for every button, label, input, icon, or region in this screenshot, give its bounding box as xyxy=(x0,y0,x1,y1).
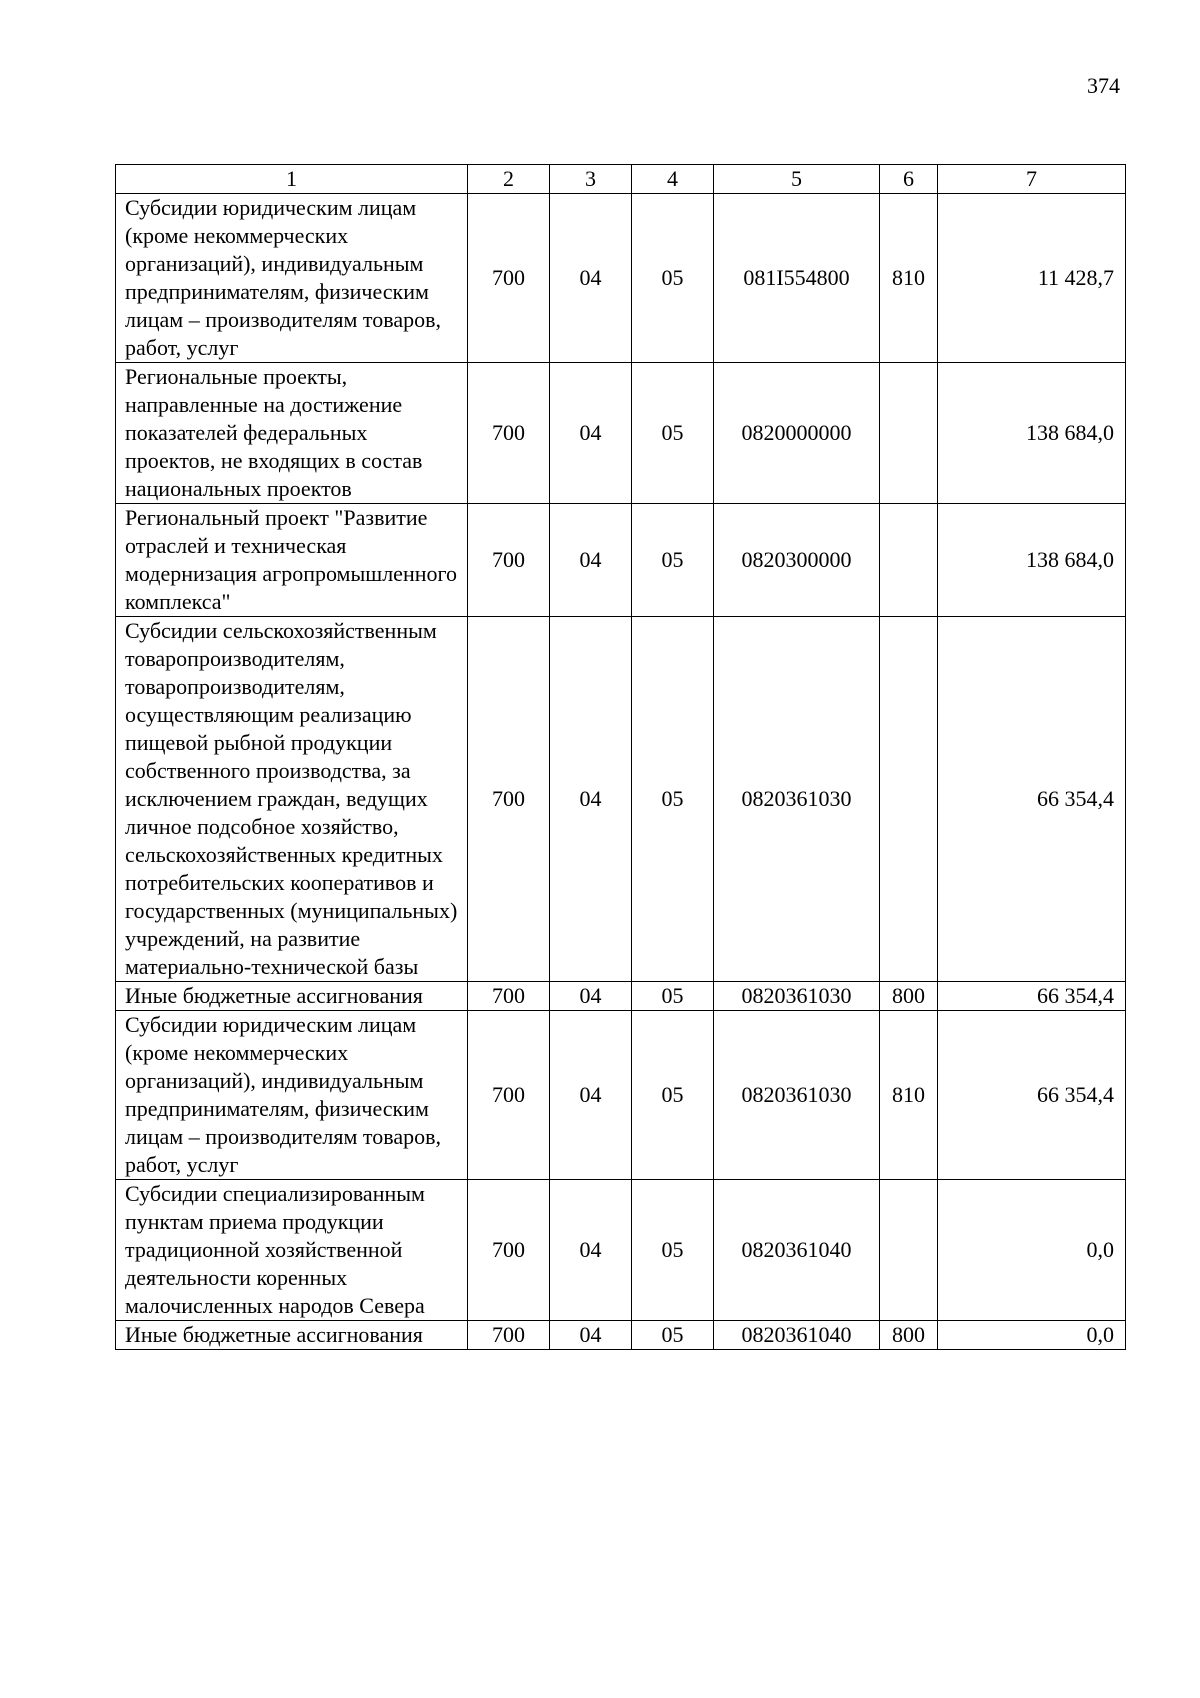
row-code-6: 800 xyxy=(880,1321,938,1350)
page-number: 374 xyxy=(1087,73,1120,98)
row-amount: 0,0 xyxy=(938,1321,1126,1350)
table-row xyxy=(116,504,1126,617)
column-header: 4 xyxy=(632,165,714,194)
row-code-3: 04 xyxy=(550,617,632,982)
row-code-6 xyxy=(880,363,938,504)
row-code-2: 700 xyxy=(468,1011,550,1180)
header-row xyxy=(116,165,1126,194)
row-code-4: 05 xyxy=(632,982,714,1011)
row-code-2: 700 xyxy=(468,1180,550,1321)
row-code-4: 05 xyxy=(632,1011,714,1180)
column-header: 7 xyxy=(938,165,1126,194)
column-header: 3 xyxy=(550,165,632,194)
budget-table xyxy=(115,164,1126,1350)
table-row xyxy=(116,617,1126,982)
row-amount: 138 684,0 xyxy=(938,363,1126,504)
row-name: Субсидии юридическим лицам (кроме некоммерческих организаций), индивидуальным предпринимателям, физическим лицам – производителям товаров, работ, услуг xyxy=(116,1011,468,1180)
row-code-5: 0820000000 xyxy=(714,363,880,504)
column-header: 6 xyxy=(880,165,938,194)
row-amount: 138 684,0 xyxy=(938,504,1126,617)
row-amount: 66 354,4 xyxy=(938,982,1126,1011)
row-code-5: 0820361030 xyxy=(714,617,880,982)
row-code-6: 800 xyxy=(880,982,938,1011)
row-code-4: 05 xyxy=(632,363,714,504)
row-code-2: 700 xyxy=(468,504,550,617)
row-code-4: 05 xyxy=(632,617,714,982)
row-code-2: 700 xyxy=(468,617,550,982)
row-name: Субсидии сельскохозяйственным товаропроизводителям, товаропроизводителям, осуществляющим реализацию пищевой рыбной продукции собственного производства, за исключением граждан, ведущих личное подсобное хозяйство, сельскохозяйственных кредитных потребительских кооперативов и государственных (муниципальных) учреждений, на развитие материально-технической базы xyxy=(116,617,468,982)
table-row xyxy=(116,982,1126,1011)
row-amount: 11 428,7 xyxy=(938,194,1126,363)
row-code-5: 081I554800 xyxy=(714,194,880,363)
row-code-3: 04 xyxy=(550,982,632,1011)
row-name: Субсидии специализированным пунктам приема продукции традиционной хозяйственной деятельности коренных малочисленных народов Севера xyxy=(116,1180,468,1321)
row-name: Субсидии юридическим лицам (кроме некоммерческих организаций), индивидуальным предпринимателям, физическим лицам – производителям товаров, работ, услуг xyxy=(116,194,468,363)
row-code-3: 04 xyxy=(550,1321,632,1350)
row-code-4: 05 xyxy=(632,504,714,617)
row-name: Региональные проекты, направленные на достижение показателей федеральных проектов, не входящих в состав национальных проектов xyxy=(116,363,468,504)
row-code-5: 0820361030 xyxy=(714,1011,880,1180)
table-row xyxy=(116,194,1126,363)
row-amount: 0,0 xyxy=(938,1180,1126,1321)
row-name: Иные бюджетные ассигнования xyxy=(116,982,468,1011)
table-row xyxy=(116,1011,1126,1180)
row-code-2: 700 xyxy=(468,363,550,504)
table-row xyxy=(116,1321,1126,1350)
row-code-6 xyxy=(880,1180,938,1321)
row-code-3: 04 xyxy=(550,504,632,617)
row-code-4: 05 xyxy=(632,1180,714,1321)
row-code-5: 0820361030 xyxy=(714,982,880,1011)
row-code-3: 04 xyxy=(550,1180,632,1321)
row-code-3: 04 xyxy=(550,194,632,363)
row-code-4: 05 xyxy=(632,1321,714,1350)
row-code-5: 0820361040 xyxy=(714,1180,880,1321)
column-header: 5 xyxy=(714,165,880,194)
row-code-6: 810 xyxy=(880,1011,938,1180)
column-header: 2 xyxy=(468,165,550,194)
row-code-2: 700 xyxy=(468,194,550,363)
column-header: 1 xyxy=(116,165,468,194)
row-code-6: 810 xyxy=(880,194,938,363)
row-name: Иные бюджетные ассигнования xyxy=(116,1321,468,1350)
row-code-2: 700 xyxy=(468,1321,550,1350)
row-code-3: 04 xyxy=(550,1011,632,1180)
table-row xyxy=(116,363,1126,504)
row-code-5: 0820361040 xyxy=(714,1321,880,1350)
row-amount: 66 354,4 xyxy=(938,617,1126,982)
row-code-6 xyxy=(880,617,938,982)
row-code-4: 05 xyxy=(632,194,714,363)
row-code-6 xyxy=(880,504,938,617)
row-amount: 66 354,4 xyxy=(938,1011,1126,1180)
row-code-2: 700 xyxy=(468,982,550,1011)
row-code-5: 0820300000 xyxy=(714,504,880,617)
row-name: Региональный проект "Развитие отраслей и техническая модернизация агропромышленного комплекса" xyxy=(116,504,468,617)
table-row xyxy=(116,1180,1126,1321)
row-code-3: 04 xyxy=(550,363,632,504)
